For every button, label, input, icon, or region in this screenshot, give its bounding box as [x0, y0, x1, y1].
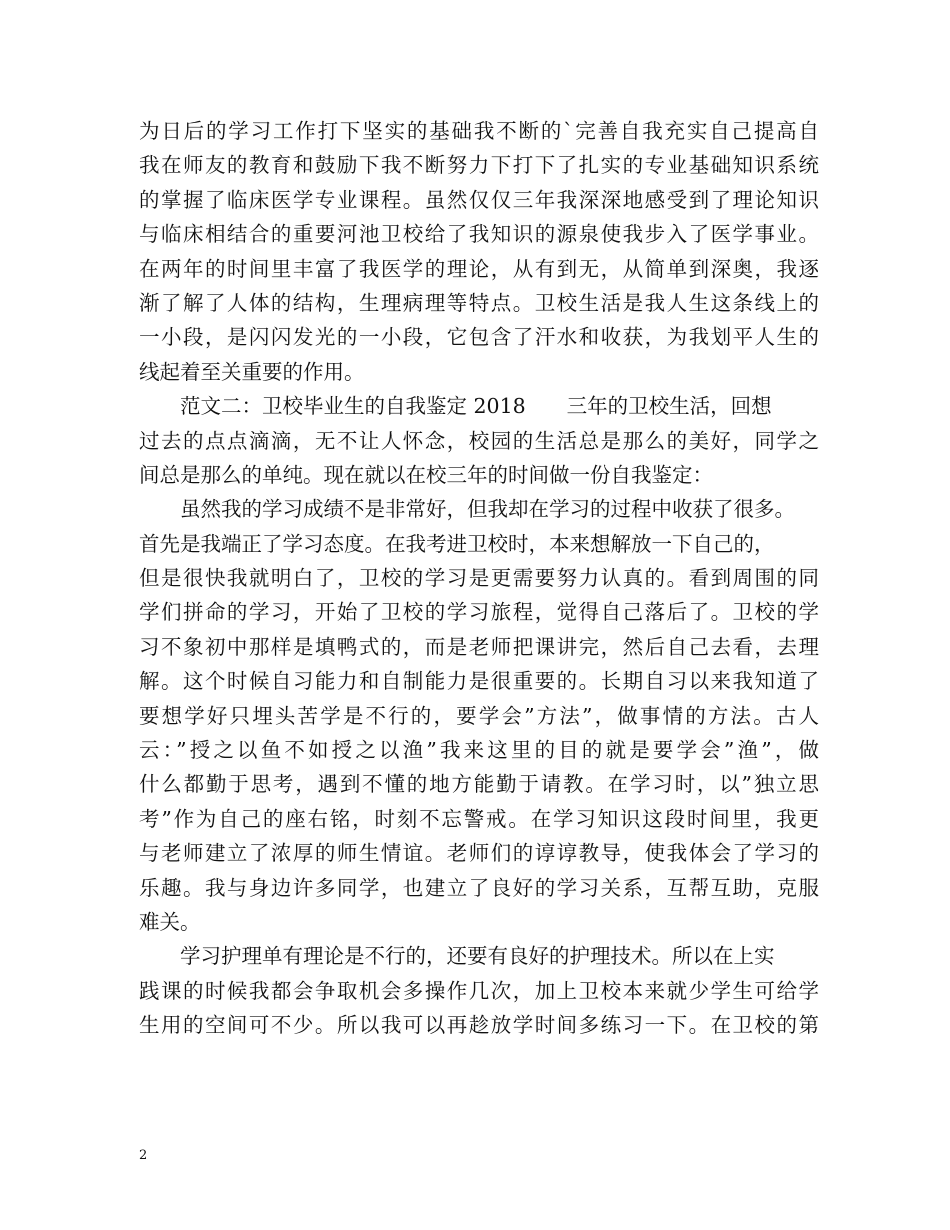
text-line: 为日后的学习工作打下坚实的基础我不断的`完善自我充实自己提高自	[139, 119, 819, 143]
text-line: 间总是那么的单纯。现在就以在校三年的时间做一份自我鉴定：	[139, 462, 713, 487]
text-line: 云：”授之以鱼不如授之以渔”我来这里的目的就是要学会”渔”，做	[139, 738, 819, 763]
text-line: 我在师友的教育和鼓励下我不断努力下打下了扎实的专业基础知识系统	[139, 153, 819, 178]
text-line: 一小段，是闪闪发光的一小段，它包含了汗水和收获，为我划平人生的	[139, 325, 819, 350]
text-line: 践课的时候我都会争取机会多操作几次，加上卫校本来就少学生可给学	[139, 978, 819, 1003]
text-line: 乐趣。我与身边许多同学，也建立了良好的学习关系，互帮互助，克服	[139, 875, 819, 900]
paragraph-first-line: 学习护理单有理论是不行的，还要有良好的护理技术。所以在上实	[180, 944, 775, 969]
text-line: 首先是我端正了学习态度。在我考进卫校时，本来想解放一下自己的，	[139, 531, 775, 556]
text-line: 在两年的时间里丰富了我医学的理论，从有到无，从简单到深奥，我逐	[139, 256, 819, 281]
text-line: 学们拼命的学习，开始了卫校的学习旅程，觉得自己落后了。卫校的学	[139, 600, 819, 625]
text-line: 要想学好只埋头苦学是不行的，要学会”方法”，做事情的方法。古人	[139, 703, 819, 728]
text-line: 渐了解了人体的结构，生理病理等特点。卫校生活是我人生这条线上的	[139, 290, 819, 315]
text-line: 习不象初中那样是填鸭式的，而是老师把课讲完，然后自己去看，去理	[139, 634, 819, 659]
text-line: 但是很快我就明白了，卫校的学习是更需要努力认真的。看到周围的同	[139, 566, 819, 591]
text-line: 与老师建立了浓厚的师生情谊。老师们的谆谆教导，使我体会了学习的	[139, 841, 819, 866]
text-line: 难关。	[139, 909, 201, 934]
text-line: 线起着至关重要的作用。	[139, 359, 365, 384]
text-line: 的掌握了临床医学专业课程。虽然仅仅三年我深深地感受到了理论知识	[139, 187, 819, 212]
paragraph-first-line: 虽然我的学习成绩不是非常好，但我却在学习的过程中收获了很多。	[180, 497, 795, 522]
text-line: 解。这个时候自习能力和自制能力是很重要的。长期自习以来我知道了	[139, 669, 819, 694]
text-line: 生用的空间可不少。所以我可以再趁放学时间多练习一下。在卫校的第	[139, 1013, 819, 1038]
text-line: 什么都勤于思考，遇到不懂的地方能勤于请教。在学习时，以”独立思	[139, 772, 819, 797]
document-body	[139, 114, 819, 1043]
text-line: 与临床相结合的重要河池卫校给了我知识的源泉使我步入了医学事业。	[139, 222, 819, 247]
text-line: 考”作为自己的座右铭，时刻不忘警戒。在学习知识这段时间里，我更	[139, 806, 819, 831]
text-line: 过去的点点滴滴，无不让人怀念，校园的生活总是那么的美好，同学之	[139, 428, 819, 453]
section-heading-line: 范文二：卫校毕业生的自我鉴定 2018 三年的卫校生活，回想	[180, 394, 772, 419]
page-number: 2	[139, 1148, 148, 1163]
